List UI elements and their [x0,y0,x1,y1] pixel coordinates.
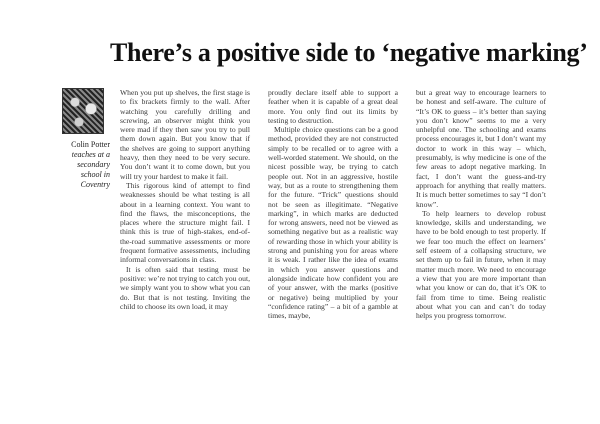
paragraph: When you put up shelves, the first stage is to fix brackets firmly to the wall. After watching you carefully drilling and screwing, an observer might think you were mad if they then saw you try to pull them down again. But you know that if the shelves are going to support anything heavy, then they need to be very secure. You don’t want it to come down, but you will try your hardest to make it fail. [120,88,250,181]
paragraph: Multiple choice questions can be a good method, provided they are not constructed simply to be recalled or to agree with a well-worded statement. We should, on the nicest possible way, be trying to catch people out. Not in an aggressive, hostile way, but as a route to strengthening them for the future. “Trick” questions should not be seen as illegitimate. “Negative marking”, in which marks are deducted for wrong answers, need not be viewed as something negative but as a realistic way of rewarding those in which your ability is strong and punishing you for areas where it is weak. I rather like the idea of exams in which you answer questions and alongside indicate how confident you are of your answer, with the marks (positive or negative) being multiplied by your “confidence rating” – a bit of a gamble at times, maybe, [268,125,398,321]
article-column-1 [120,88,250,311]
paragraph: To help learners to develop robust knowledge, skills and understanding, we have to be bold enough to test properly. If we fear too much the effect on learners’ self esteem of a collapsing structure, we set them up to fail in future, when it may matter much more. We need to encourage a view that you are more important than what you know or can do, that it’s OK to fail from time to time. Being realistic about what you can and can’t do today helps you progress tomorrow. [416,208,546,321]
paragraph: It is often said that testing must be positive: we’re not trying to catch you out, we simply want you to show what you can do. But that is not testing. Inviting the child to choose its own load, it may [120,264,250,311]
paragraph: but a great way to encourage learners to be honest and self-aware. The culture of “It’s OK to guess – it’s better than saying you don’t know” seems to me a very unhelpful one. The schooling and exams process encourages it, but I don’t want my doctor to work in this way – which, presumably, is why medicine is one of the few areas to adopt negative marking. In fact, I don’t want the guess-and-try approach for anything that really matters. It is much better sometimes to say “I don’t know”. [416,88,546,209]
byline-role: teaches at a secondary school in Coventry [71,150,110,189]
paragraph: This rigorous kind of attempt to find weaknesses should be what testing is all about in a learning context. You want to find the flaws, the misconceptions, the places where the structure might fail. I think this is true of high-stakes, end-of-the-road summative assessments or more frequent formative assessments, including informal conversations in class. [120,180,250,265]
byline-name: Colin Potter [71,140,110,149]
author-byline [58,140,110,190]
article-column-3 [416,88,546,320]
article-headline: There’s a positive side to ‘negative marking’ [110,38,588,67]
paragraph: proudly declare itself able to support a feather when it is capable of a great deal more. You only find out its limits by testing to destruction. [268,88,398,125]
author-portrait-icon [62,88,104,134]
article-column-2 [268,88,398,320]
